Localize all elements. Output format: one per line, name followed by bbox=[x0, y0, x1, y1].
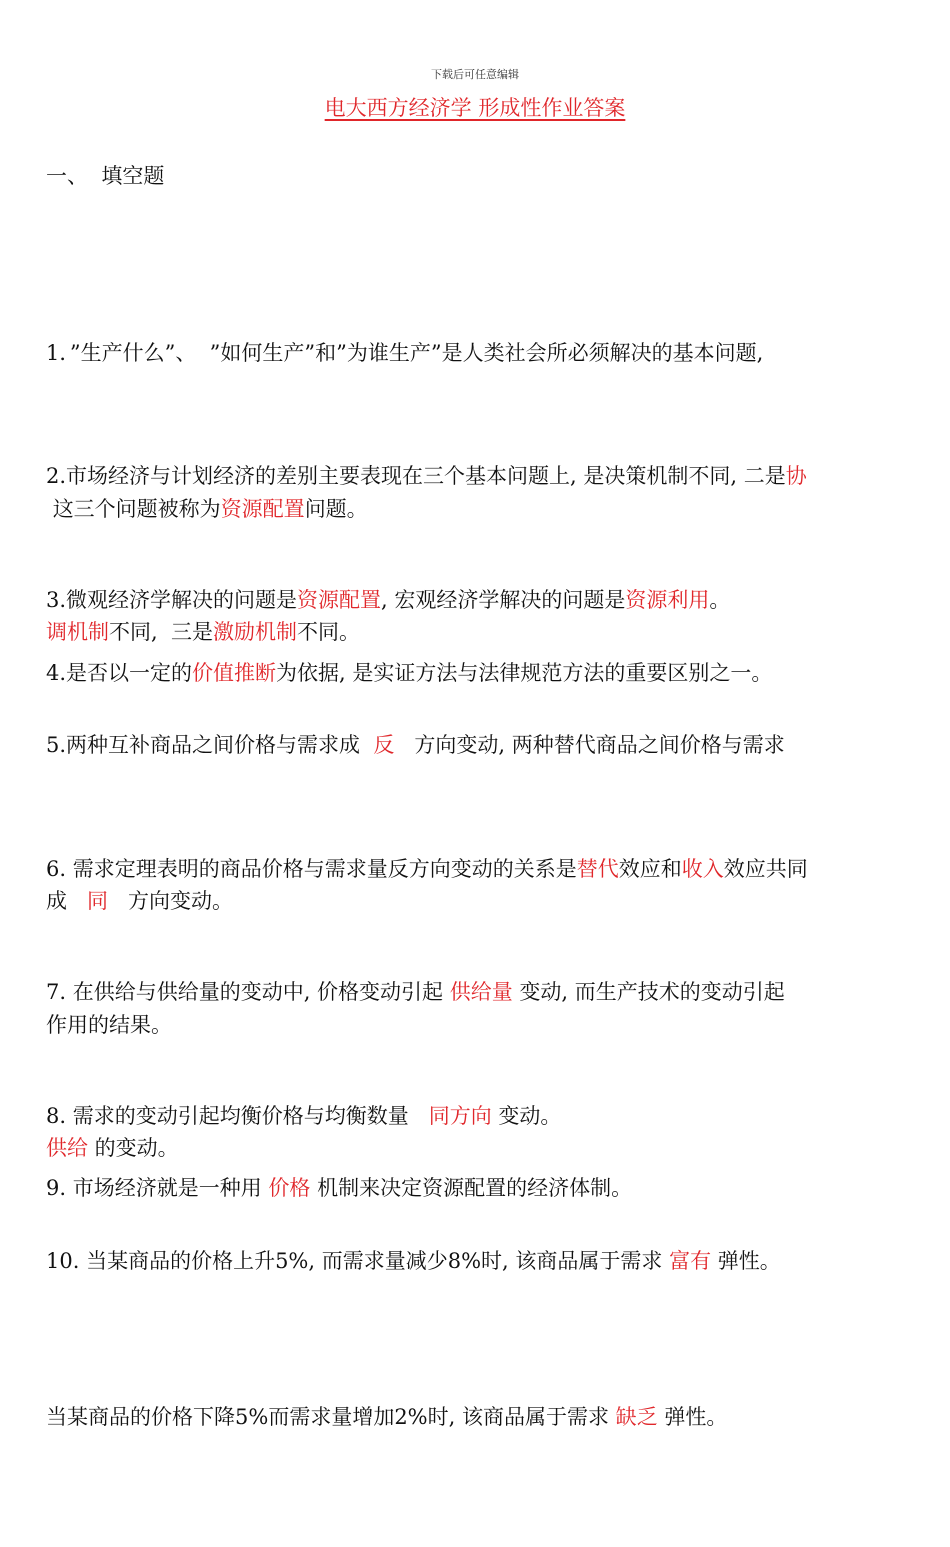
answer-text: 价格 bbox=[268, 1176, 311, 1200]
question-text: 效应和 bbox=[618, 857, 682, 881]
question-text: 方向变动, 两种替代商品之间价格与需求 bbox=[394, 733, 785, 757]
question-text: 6. 需求定理表明的商品价格与需求量反方向变动的关系是 bbox=[46, 857, 577, 881]
answer-text: 反 bbox=[373, 733, 395, 757]
answer-text: 资源利用 bbox=[625, 588, 710, 612]
question-text: 机制来决定资源配置的经济体制。 bbox=[310, 1176, 633, 1200]
question-text: 2.市场经济与计划经济的差别主要表现在三个基本问题上, 是决策机制不同, 二是 bbox=[46, 464, 786, 488]
question-text: 作用的结果。 bbox=[46, 1013, 172, 1037]
answer-text: 供给量 bbox=[449, 980, 513, 1004]
question-line bbox=[46, 1235, 916, 1287]
question-text: 7. 在供给与供给量的变动中, 价格变动引起 bbox=[46, 980, 450, 1004]
answer-text: 收入 bbox=[681, 857, 724, 881]
question-text: 弹性。 bbox=[657, 1405, 728, 1429]
answer-text: 同方向 bbox=[428, 1104, 492, 1128]
answer-text: 激励机制 bbox=[213, 620, 298, 644]
document-title: 电大西方经济学 形成性作业答案 bbox=[324, 96, 626, 120]
answer-text: 价值推断 bbox=[192, 661, 277, 685]
answer-text: 替代 bbox=[576, 857, 619, 881]
question-text: 9. 市场经济就是一种用 bbox=[46, 1176, 269, 1200]
question-text: 变动。 bbox=[491, 1104, 562, 1128]
answer-text: 同 bbox=[87, 889, 109, 913]
question-text: 8. 需求的变动引起均衡价格与均衡数量 bbox=[46, 1104, 429, 1128]
question-text: 成 bbox=[46, 889, 88, 913]
question-text: 10. 当某商品的价格上升5%, 而需求量减少8%时, 该商品属于需求 bbox=[46, 1249, 670, 1273]
question-text: 不同, 三是 bbox=[109, 620, 214, 644]
question-text: 问题。 bbox=[304, 497, 368, 521]
answer-text: 富有 bbox=[669, 1249, 712, 1273]
question-text: 。 bbox=[709, 588, 731, 612]
question-text: 当某商品的价格下降5%而需求量增加2%时, 该商品属于需求 bbox=[46, 1405, 616, 1429]
question-text: 这三个问题被称为 bbox=[46, 497, 221, 521]
question-text: 不同。 bbox=[297, 620, 361, 644]
answer-text: 资源配置 bbox=[220, 497, 305, 521]
header-note: 下载后可任意编辑 bbox=[431, 68, 519, 81]
question-text: 为依据, 是实证方法与法律规范方法的重要区别之一。 bbox=[276, 661, 773, 685]
question-text: , 宏观经济学解决的问题是 bbox=[381, 588, 626, 612]
question-text: 5.两种互补商品之间价格与需求成 bbox=[46, 733, 374, 757]
question-text: 效应共同 bbox=[723, 857, 808, 881]
question-text: 的变动。 bbox=[88, 1136, 179, 1160]
answer-text: 协 bbox=[785, 464, 807, 488]
question-line bbox=[46, 1391, 916, 1443]
question-text: 1．”生产什么”、 ”如何生产”和”为谁生产”是人类社会所必须解决的基本问题, bbox=[46, 341, 764, 365]
question-text: 3.微观经济学解决的问题是 bbox=[46, 588, 298, 612]
question-text: 方向变动。 bbox=[108, 889, 234, 913]
question-10 bbox=[46, 1131, 916, 1547]
answer-text: 资源配置 bbox=[297, 588, 382, 612]
section-heading: 一、 填空题 bbox=[46, 164, 165, 188]
question-text: 变动, 而生产技术的变动引起 bbox=[512, 980, 785, 1004]
question-text: 弹性。 bbox=[711, 1249, 781, 1273]
answer-text: 供给 bbox=[46, 1136, 88, 1160]
answer-text: 调机制 bbox=[46, 620, 109, 644]
answer-text: 缺乏 bbox=[615, 1405, 658, 1429]
question-text: 4.是否以一定的 bbox=[46, 661, 193, 685]
